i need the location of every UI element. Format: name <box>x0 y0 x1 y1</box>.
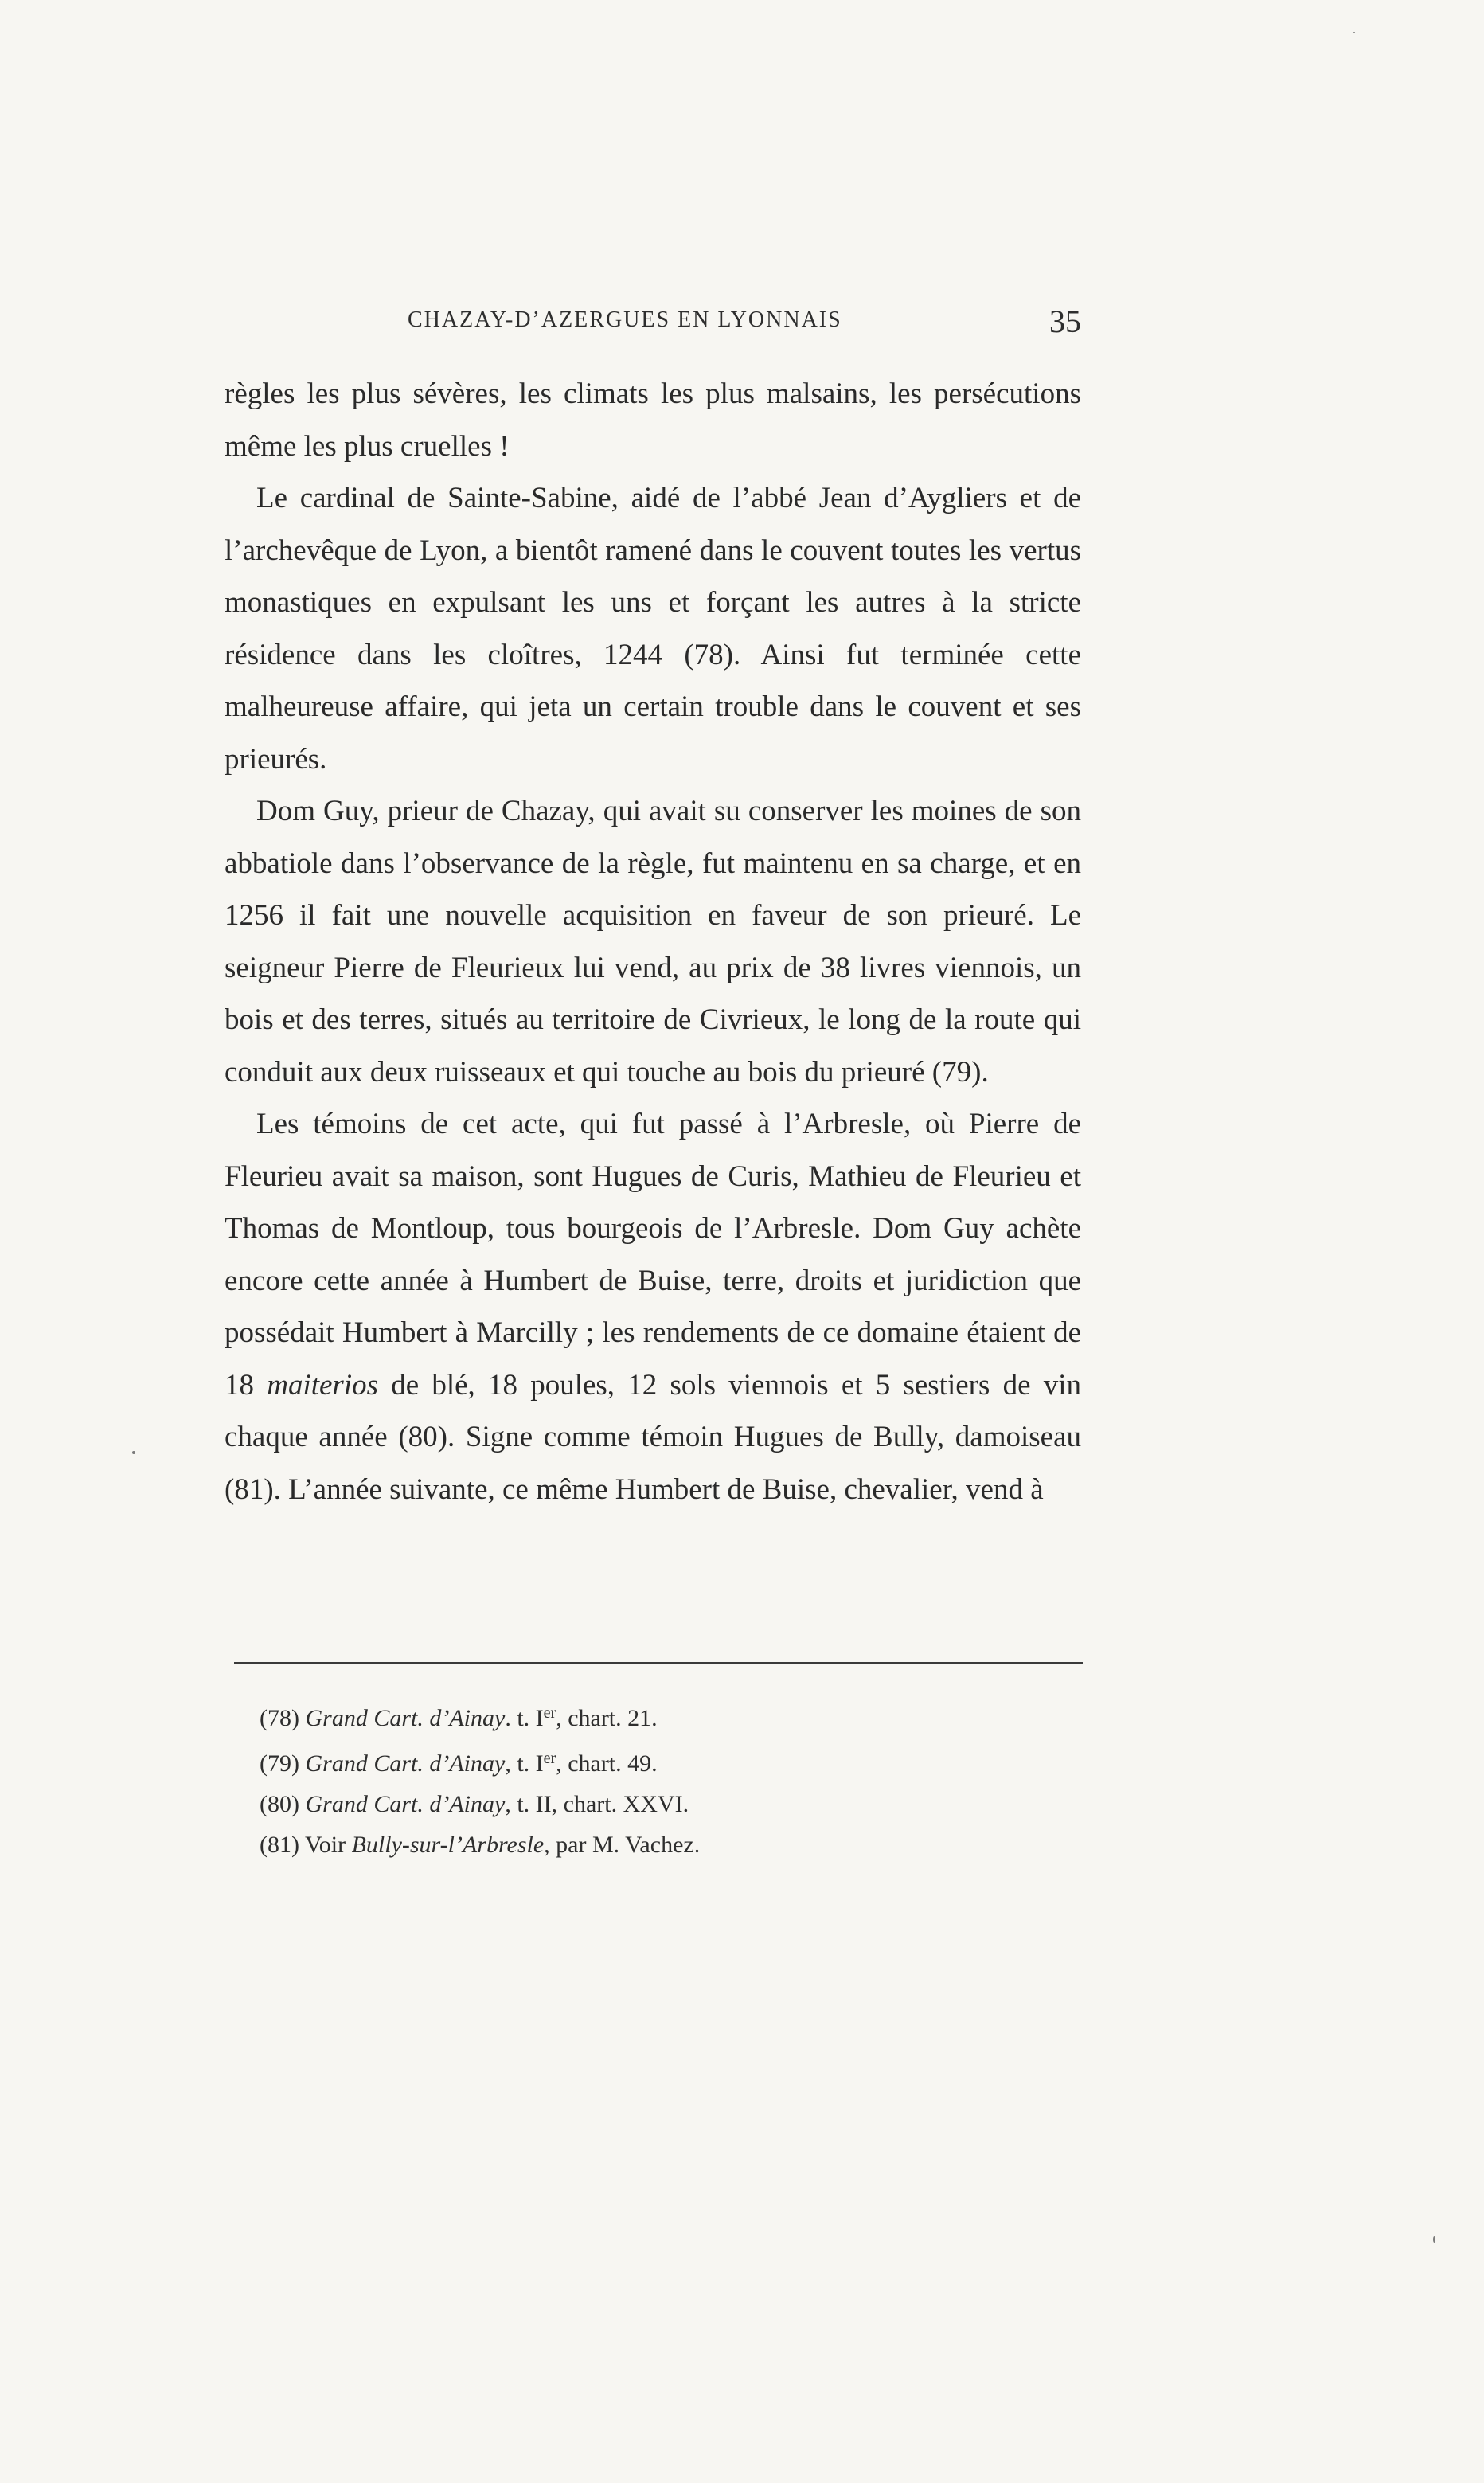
page-header <box>225 303 1081 347</box>
page-number: 35 <box>1049 303 1081 339</box>
footnote-sup: er <box>543 1704 556 1722</box>
footnote-divider <box>234 1662 1083 1664</box>
footnote-source: Grand Cart. d’Ainay <box>305 1791 506 1817</box>
paragraph-4 <box>225 1098 1081 1515</box>
paragraph-4-text-a: Les témoins de cet acte, qui fut passé à l’Arbresle, où Pierre de Fleurieu avait sa maison, sont Hugues de Curis, Mathieu de Fleurieu et Thomas de Montloup, tous bourgeois de l’Arbresle. Dom Guy achète encore cette année à Humbert de Buise, terre, droits et juridiction que possédait Humbert à Marcilly ; les rendements de ce domaine étaient de 18 <box>225 1108 1081 1402</box>
paper-speck <box>1353 32 1355 33</box>
footnote-79 <box>260 1738 1080 1784</box>
footnote-tome: . t. I <box>505 1705 544 1731</box>
paragraph-2: Le cardinal de Sainte-Sabine, aidé de l’abbé Jean d’Aygliers et de l’archevêque de Lyon, a bientôt ramené dans le couvent toutes les vertus monastiques en expulsant les uns et forçant les autres à la stricte résidence dans les cloîtres, 1244 (78). Ainsi fut terminée cette malheureuse affaire, qui jeta un certain trouble dans le couvent et ses prieurés. <box>225 482 1081 776</box>
footnote-tome: , t. I <box>505 1750 544 1777</box>
paper-speck <box>132 1451 135 1454</box>
paragraph-4-text-b: de blé, 18 poules, 12 sols viennois et 5 sestiers de vin chaque année (80). Signe comme témoin Hugues de Bully, damoiseau (81). L’année suivante, ce même Humbert de Buise, chevalier, vend à <box>225 1368 1082 1506</box>
footnote-number: (78) <box>260 1705 299 1731</box>
footnote-chart: , chart. XXVI. <box>551 1791 689 1817</box>
running-title: CHAZAY-D’AZERGUES EN LYONNAIS <box>408 307 842 332</box>
body-text <box>225 368 1081 1515</box>
footnote-81 <box>260 1824 1080 1865</box>
footnote-number: (81) <box>260 1832 299 1858</box>
paper-speck <box>1433 2236 1435 2243</box>
footnote-chart: , chart. 21. <box>556 1705 658 1731</box>
footnotes <box>260 1693 1080 1865</box>
paragraph-4-italic-term: maiterios <box>267 1368 378 1402</box>
footnote-sup: er <box>543 1750 556 1767</box>
footnote-source: Grand Cart. d’Ainay <box>305 1705 506 1731</box>
footnote-tome: , t. II <box>505 1791 552 1817</box>
footnote-prefix: Voir <box>304 1832 352 1858</box>
footnote-80 <box>260 1784 1080 1824</box>
footnote-source: Grand Cart. d’Ainay <box>305 1750 506 1777</box>
footnote-chart: , chart. 49. <box>556 1750 658 1777</box>
paragraph-3: Dom Guy, prieur de Chazay, qui avait su conserver les moines de son abbatiole dans l’observance de la règle, fut maintenu en sa charge, et en 1256 il fait une nouvelle acquisition en faveur de son prieuré. Le seigneur Pierre de Fleurieux lui vend, au prix de 38 livres viennois, un bois et des terres, situés au territoire de Civrieux, le long de la route qui conduit aux deux ruisseaux et qui touche au bois du prieuré (79). <box>225 795 1081 1089</box>
footnote-title: Bully-sur-l’Arbresle <box>351 1832 545 1858</box>
footnote-number: (79) <box>260 1750 299 1777</box>
footnote-number: (80) <box>260 1791 299 1817</box>
footnote-suffix: , par M. Vachez. <box>544 1832 701 1858</box>
footnote-78 <box>260 1693 1080 1738</box>
paragraph-1: règles les plus sévères, les climats les plus malsains, les persécutions même les plus cruelles ! <box>225 377 1081 463</box>
